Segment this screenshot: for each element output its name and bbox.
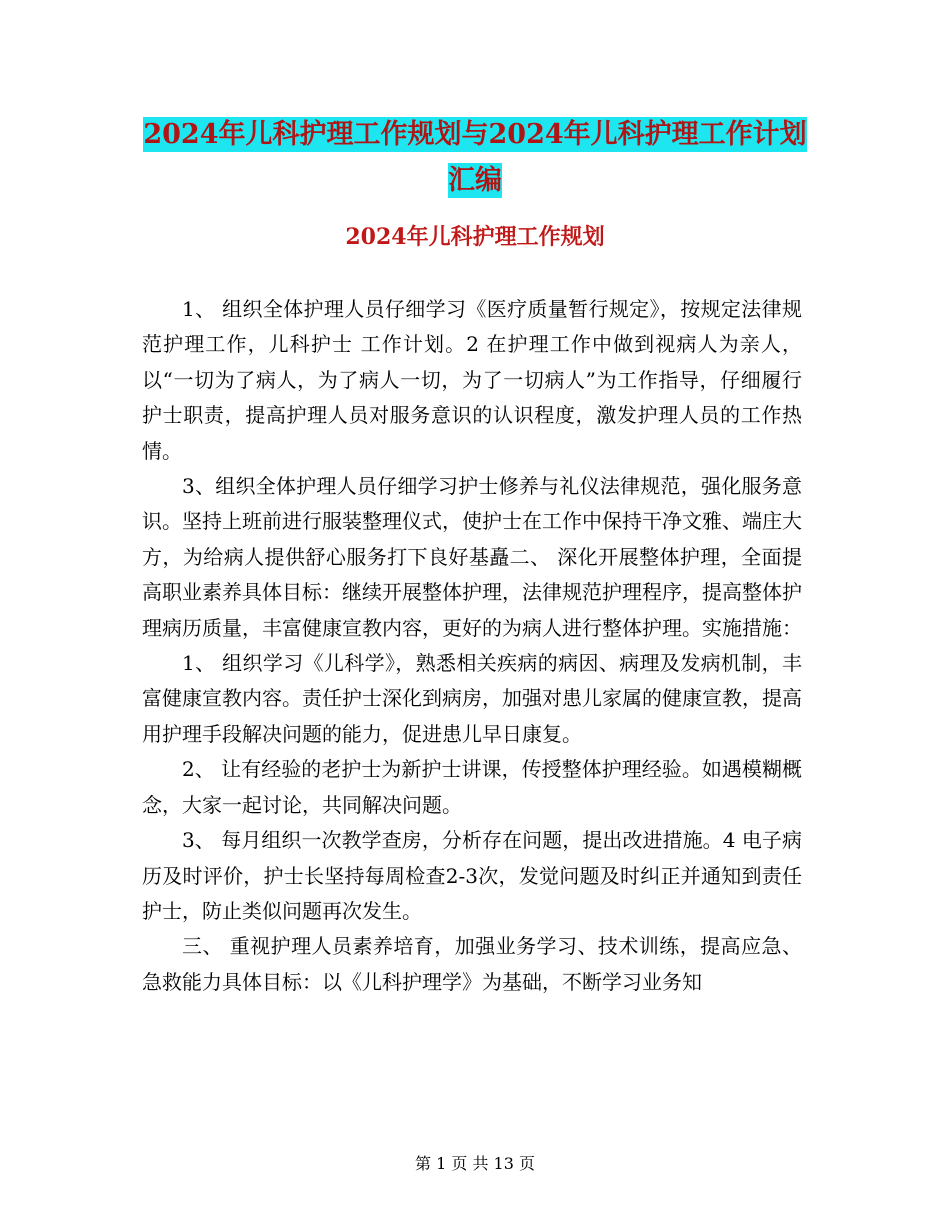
document-title-line-2: 汇编 [448,165,502,196]
document-title [0,112,950,204]
paragraph: 1、 组织全体护理人员仔细学习《医疗质量暂行规定》，按规定法律规范护理工作，儿科护士 工作计划。2 在护理工作中做到视病人为亲人，以“一切为了病人，为了病人一切，为了一切病人”为工作指导，仔细履行护士职责，提高护理人员对服务意识的认识程度，激发护理人员的工作热情。 [142,297,802,463]
paragraph: 2、 让有经验的老护士为新护士讲课，传授整体护理经验。如遇模糊概念，大家一起讨论，共同解决问题。 [142,757,802,817]
page-footer: 第 1 页 共 13 页 [415,1154,535,1173]
paragraph: 三、 重视护理人员素养培育，加强业务学习、技术训练，提高应急、 急救能力具体目标：以《儿科护理学》为基础，不断学习业务知 [142,934,802,994]
paragraph: 3、 每月组织一次教学查房，分析存在问题，提出改进措施。4 电子病历及时评价，护士长坚持每周检查2-3次，发觉问题及时纠正并通知到责任护士，防止类似问题再次发生。 [142,828,802,923]
document-title-line-1: 2024年儿科护理工作规划与2024年儿科护理工作计划 [143,119,807,150]
document-body [142,292,802,1000]
paragraph: 3、组织全体护理人员仔细学习护士修养与礼仪法律规范，强化服务意识。坚持上班前进行服装整理仪式，使护士在工作中保持干净文雅、端庄大方，为给病人提供舒心服务打下良好基矗二、 深化开展整体护理，全面提高职业素养具体目标：继续开展整体护理，法律规范护理程序，提高整体护理病历质量，丰富健康宣教内容，更好的为病人进行整体护理。实施措施： [142,474,802,640]
section-title: 2024年儿科护理工作规划 [345,224,605,250]
paragraph: 1、 组织学习《儿科学》，熟悉相关疾病的病因、病理及发病机制，丰富健康宣教内容。责任护士深化到病房，加强对患儿家属的健康宣教，提高用护理手段解决问题的能力，促进患儿早日康复。 [142,651,802,746]
